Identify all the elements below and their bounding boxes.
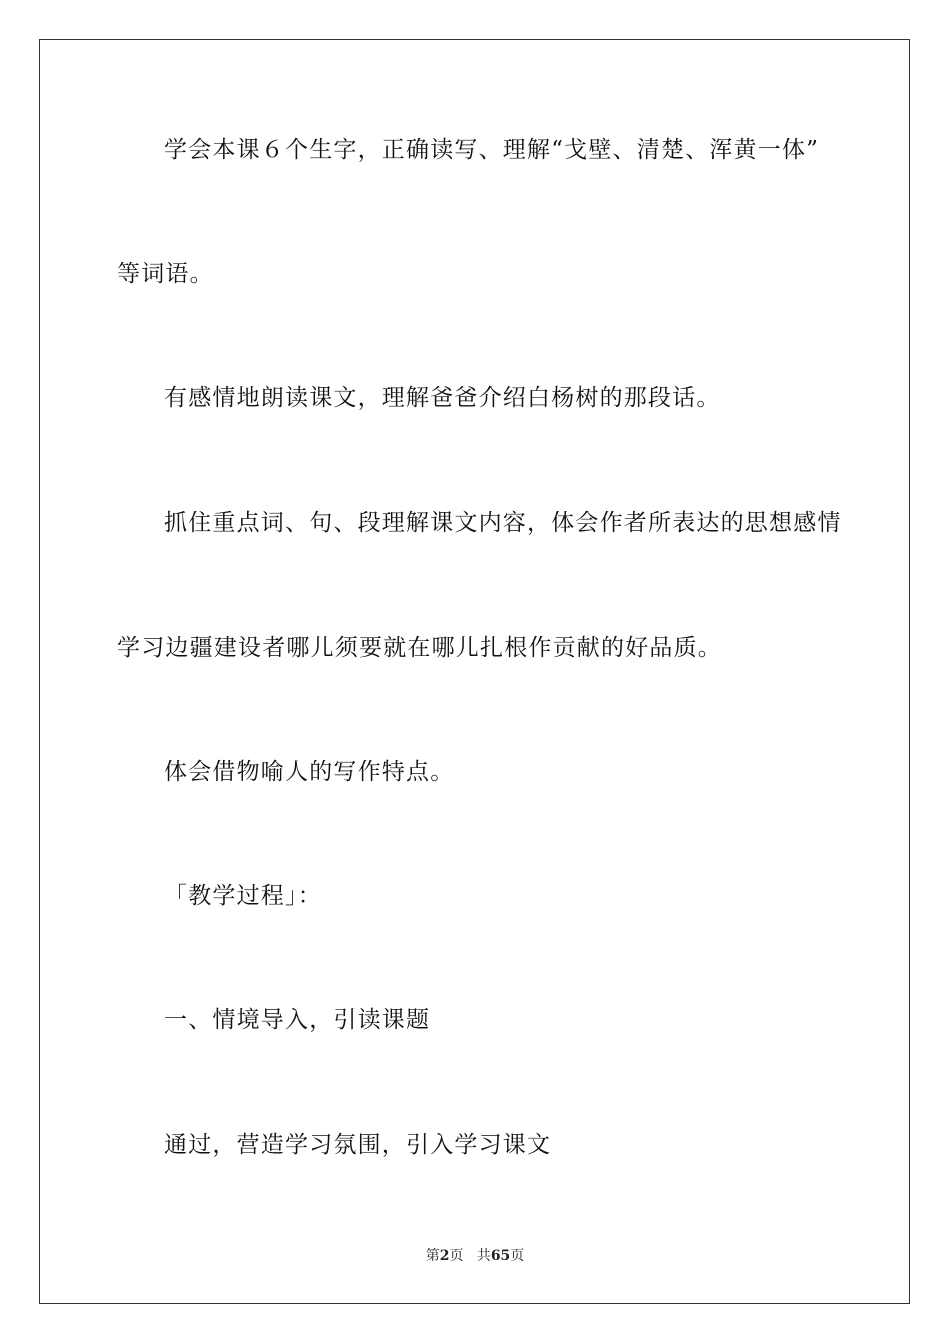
paragraph-line: 有感情地朗读课文，理解爸爸介绍白杨树的那段话。 [164, 385, 721, 411]
paragraph-line: 学习边疆建设者哪儿须要就在哪儿扎根作贡献的好品质。 [117, 635, 722, 661]
paragraph-line: 通过，营造学习氛围，引入学习课文 [164, 1132, 552, 1158]
page-suffix: 页 [449, 1248, 464, 1264]
page-prefix: 第 [425, 1248, 440, 1264]
page-number: 2 [439, 1248, 450, 1264]
section-heading: 「教学过程」： [164, 883, 322, 909]
total-suffix: 页 [510, 1248, 525, 1264]
total-pages: 65 [490, 1248, 511, 1264]
paragraph-line: 等词语。 [117, 261, 214, 287]
page-footer [0, 1247, 950, 1265]
paragraph-line: 抓住重点词、句、段理解课文内容，体会作者所表达的思想感情 [164, 510, 842, 536]
total-prefix: 共 [476, 1248, 491, 1264]
subsection-heading: 一、情境导入，引读课题 [164, 1007, 431, 1033]
page-border [39, 39, 910, 1304]
paragraph-line: 学会本课６个生字，正确读写、理解“戈壁、清楚、浑黄一体” [164, 137, 820, 163]
paragraph-line: 体会借物喻人的写作特点。 [164, 759, 455, 785]
